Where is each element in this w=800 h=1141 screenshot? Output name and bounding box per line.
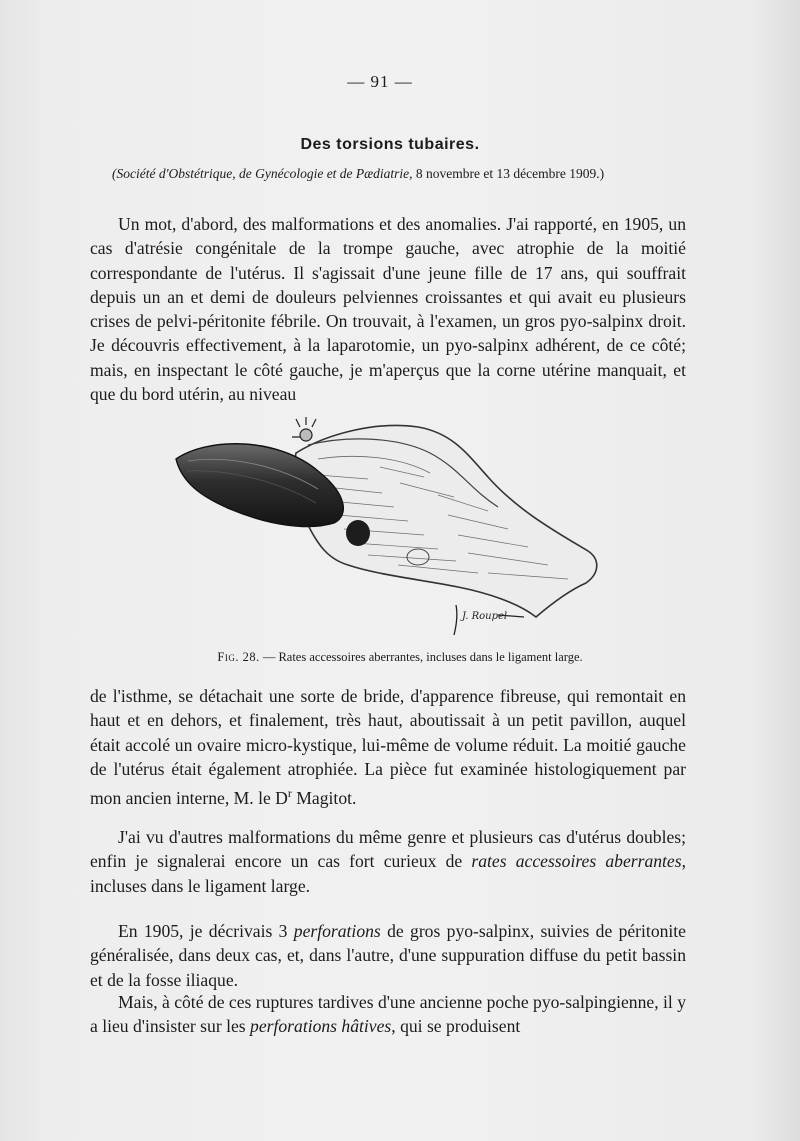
paragraph-ruptures bbox=[90, 990, 686, 1039]
paragraph-ruptures-a: Mais, à côté de ces ruptures tardives d'une ancienne poche pyo-salpingienne, il y a lieu d'insister sur les bbox=[90, 992, 686, 1037]
paragraph-rates-b: , incluses dans le ligament large. bbox=[90, 851, 686, 896]
article-title: Des torsions tubaires. bbox=[300, 136, 480, 153]
page-number: — 91 — bbox=[347, 72, 413, 91]
figure-label: Fig. 28. bbox=[217, 650, 260, 664]
paragraph-isthme-text: de l'isthme, se détachait une sorte de bride, d'apparence fibreuse, qui remontait en haut et en dehors, et finalement, très haut, aboutissait à un petit pavillon, auquel était accolé un ovaire micro-kystique, lui-même de volume réduit. La moitié gauche de l'utérus était également atrophiée. La pièce fut examinée histologiquement par mon ancien interne, M. le bbox=[90, 686, 686, 809]
paragraph-perforations-italic: perforations bbox=[293, 921, 381, 941]
paragraph-perforations-a: En 1905, je décrivais 3 bbox=[118, 921, 294, 941]
paragraph-ruptures-b: , qui se produisent bbox=[391, 1016, 521, 1037]
paragraph-perforations bbox=[90, 919, 686, 992]
fimbria-tuft bbox=[292, 417, 316, 441]
accessory-spleen-nodule bbox=[346, 520, 370, 546]
paragraph-malformations: Un mot, d'abord, des malformations et des anomalies. J'ai rapporté, en 1905, un cas d'atrésie congénitale de la trompe gauche, avec atrophie de la moitié correspondante de l'utérus. Il s'agissait d'une jeune fille de 17 ans, qui souffrait depuis un an et demi de douleurs pelviennes croissantes et qui avait eu plusieurs crises de pelvi-péritonite fébrile. On trouvait, à l'examen, un gros pyo-salpinx droit. Je découvris effectivement, à la laparotomie, un pyo-salpinx adhérent, de ce côté; mais, en inspectant le côté gauche, je m'aperçus que la corne utérine manquait, et que du bord utérin, au niveau bbox=[90, 214, 686, 405]
figure-caption bbox=[0, 650, 780, 665]
source-society: (Société d'Obstétrique, de Gynécologie et de Pædiatrie, bbox=[112, 166, 413, 181]
paragraph-rates-italic: rates accessoires aberrantes bbox=[471, 851, 682, 872]
paragraph-isthme bbox=[90, 684, 686, 810]
paragraph-isthme-end: Magitot. bbox=[291, 788, 357, 809]
paragraph-rates-a: J'ai vu d'autres malformations du même genre et plusieurs cas d'utérus doubles; enfin je signalerai encore un cas fort curieux de bbox=[90, 827, 686, 872]
paragraph-rates bbox=[90, 825, 686, 898]
figure-caption-text: — Rates accessoires aberrantes, incluses dans le ligament large. bbox=[259, 650, 583, 664]
doctor-abbrev: D bbox=[275, 788, 288, 809]
article-source bbox=[112, 166, 712, 182]
paragraph-perforations-b: de gros pyo-salpinx, suivies de péritonite généralisée, dans deux cas, et, dans l'autre, d'une suppuration diffuse du petit bassin et de la fosse iliaque. bbox=[90, 921, 686, 990]
artist-signature: J. Roupel bbox=[462, 611, 508, 622]
paragraph-ruptures-italic: perforations hâtives bbox=[250, 1016, 392, 1037]
spleen-ligament-drawing bbox=[168, 415, 608, 637]
source-dates: 8 novembre et 13 décembre 1909.) bbox=[415, 166, 605, 181]
ligament-shape bbox=[294, 425, 597, 617]
doctor-abbrev-sup: r bbox=[287, 786, 292, 801]
figure-illustration bbox=[168, 415, 608, 637]
